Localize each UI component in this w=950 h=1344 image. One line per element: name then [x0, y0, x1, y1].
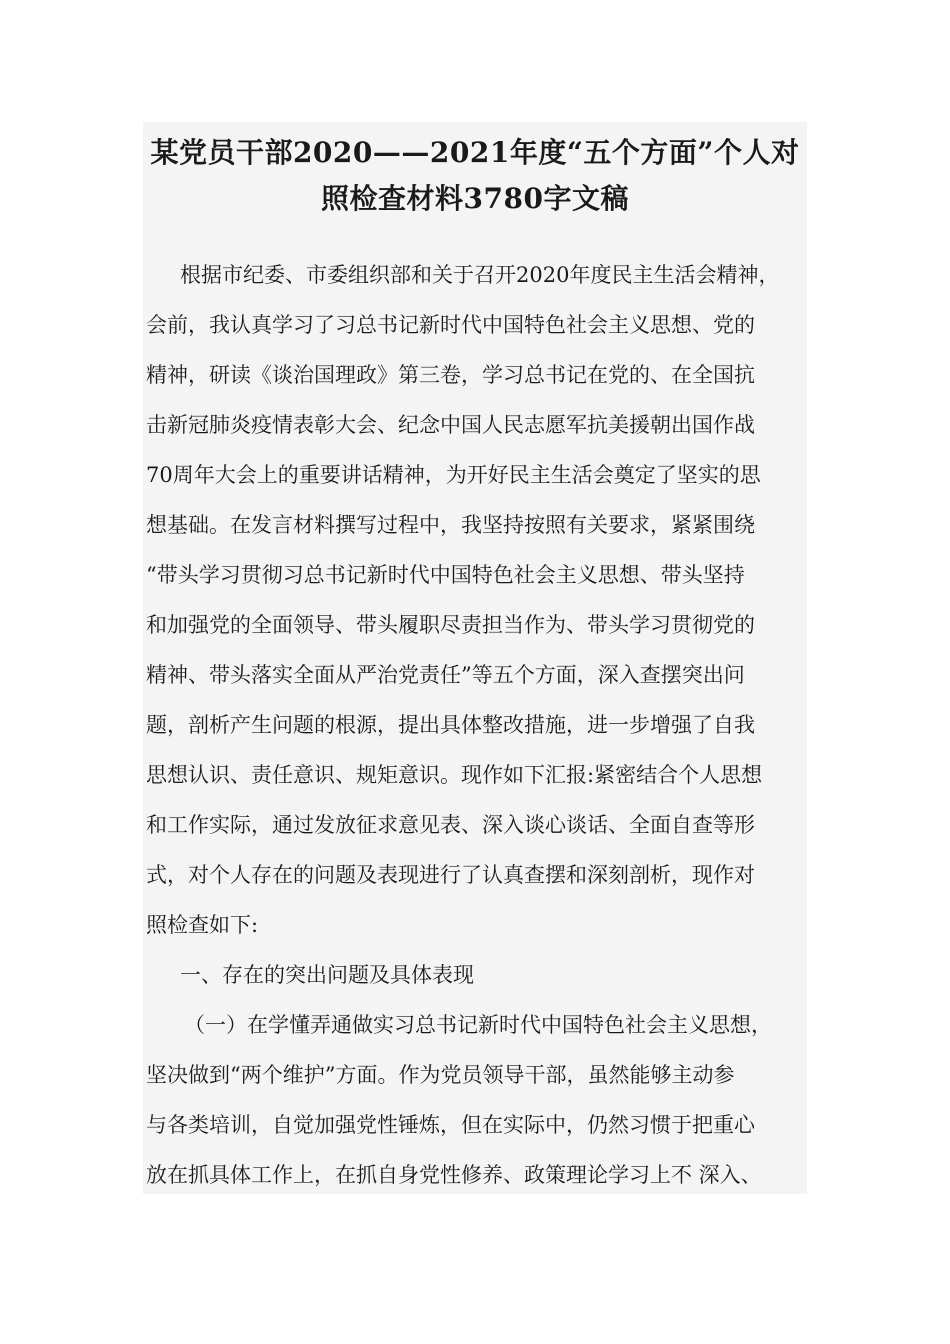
paragraph-line: 坚决做到“两个维护”方面。作为党员领导干部，虽然能够主动参: [146, 1063, 735, 1087]
document-body: [146, 250, 806, 1200]
paragraph-line: 根据市纪委、市委组织部和关于召开2020年度民主生活会精神，: [180, 263, 780, 287]
section-heading: 一、存在的突出问题及具体表现: [180, 963, 474, 987]
title-line-2: 照检查材料3780字文稿: [321, 182, 629, 215]
paragraph-line: 精神、带头落实全面从严治党责任”等五个方面，深入查摆突出问: [146, 663, 745, 687]
paragraph-line: 和工作实际，通过发放征求意见表、深入谈心谈话、全面自查等形: [146, 813, 755, 837]
paragraph-line: 照检查如下:: [146, 913, 259, 937]
document-title: [143, 130, 807, 222]
paragraph-line: 思想认识、责任意识、规矩意识。现作如下汇报:紧密结合个人思想: [146, 763, 763, 787]
title-line-1: 某党员干部2020——2021年度“五个方面”个人对: [150, 136, 800, 169]
paragraph-line: 题，剖析产生问题的根源，提出具体整改措施，进一步增强了自我: [146, 713, 755, 737]
paragraph-line: 式，对个人存在的问题及表现进行了认真查摆和深刻剖析，现作对: [146, 863, 755, 887]
paragraph-line: 精神，研读《谈治国理政》第三卷，学习总书记在党的、在全国抗: [146, 363, 755, 387]
subsection-heading-line: （一）在学懂弄通做实习总书记新时代中国特色社会主义思想，: [184, 1013, 772, 1037]
paragraph-line: 和加强党的全面领导、带头履职尽责担当作为、带头学习贯彻党的: [146, 613, 755, 637]
paragraph-line: 与各类培训，自觉加强党性锤炼，但在实际中，仍然习惯于把重心: [146, 1113, 755, 1137]
paragraph-line: 想基础。在发言材料撰写过程中，我坚持按照有关要求，紧紧围绕: [146, 513, 755, 537]
paragraph-line: 70周年大会上的重要讲话精神，为开好民主生活会奠定了坚实的思: [146, 463, 761, 487]
paragraph-line: 放在抓具体工作上，在抓自身党性修养、政策理论学习上不 深入、: [146, 1163, 762, 1187]
paragraph-line: 会前，我认真学习了习总书记新时代中国特色社会主义思想、党的: [146, 313, 755, 337]
paragraph-line: “带头学习贯彻习总书记新时代中国特色社会主义思想、带头坚持: [146, 563, 745, 587]
paragraph-line: 击新冠肺炎疫情表彰大会、纪念中国人民志愿军抗美援朝出国作战: [146, 413, 755, 437]
